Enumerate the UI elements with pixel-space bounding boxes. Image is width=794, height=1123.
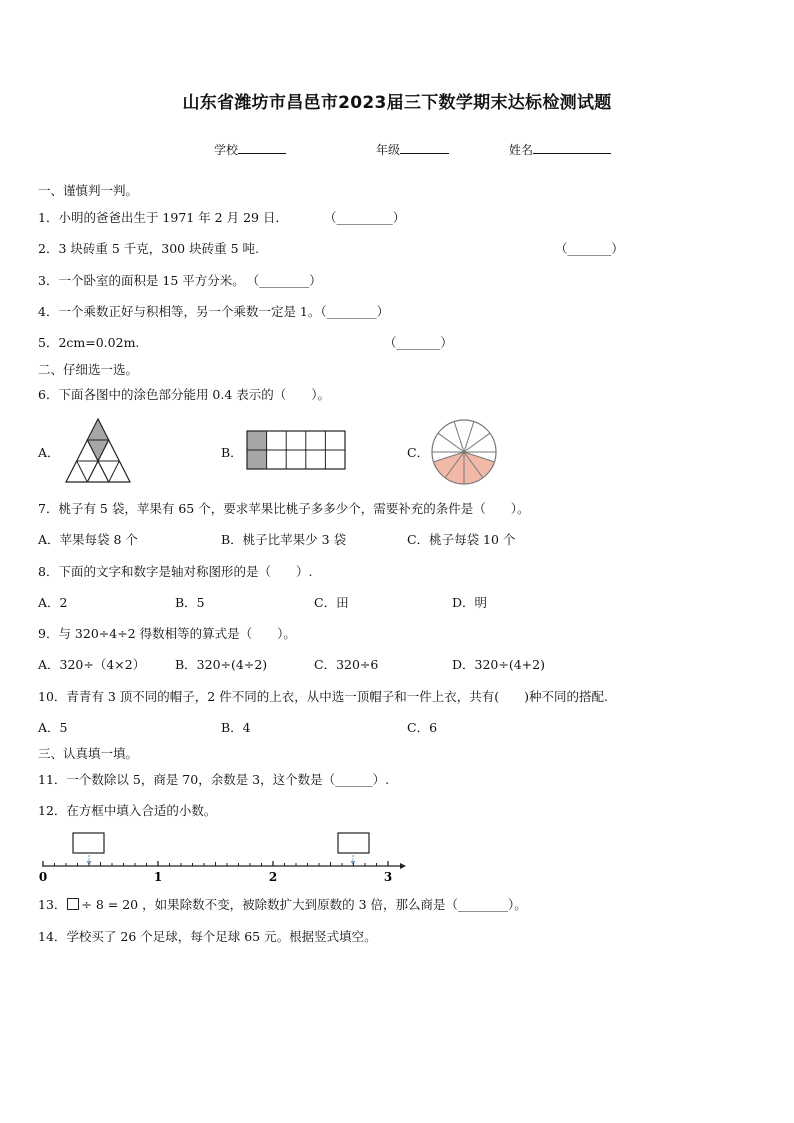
question-11 [38, 770, 389, 788]
q12-number: 12． [38, 803, 67, 818]
q6-number: 6． [38, 387, 59, 402]
q7-number: 7． [38, 501, 59, 516]
q1-number: 1． [38, 210, 59, 225]
q11-text: 一个数除以 5，商是 70，余数是 3，这个数是（______）. [66, 772, 390, 787]
q6-option-a-label[interactable]: A． [38, 445, 60, 460]
q9-option-a[interactable]: A．320÷（4×2） [38, 657, 146, 672]
q10-text: 青青有 3 顶不同的帽子，2 件不同的上衣，从中选一顶帽子和一件上衣，共有( )种不同的搭配. [66, 689, 608, 704]
number-line-tick-label: 0 [38, 870, 48, 884]
q8-option-c[interactable]: C．田 [314, 595, 349, 610]
q3-text: 一个卧室的面积是 15 平方分米。 [58, 273, 245, 288]
school-blank[interactable] [238, 141, 286, 154]
question-4 [38, 302, 389, 320]
q5-answer-blank[interactable]: （_______） [384, 335, 453, 350]
school-label: 学校 [214, 143, 239, 157]
q6-option-c-label[interactable]: C． [407, 445, 430, 460]
section-1-heading: 一、谨慎判一判。 [38, 183, 139, 198]
q1-text: 小明的爸爸出生于 1971 年 2 月 29 日． [58, 210, 288, 225]
grade-label: 年级 [376, 143, 401, 157]
number-line-tick-label: 3 [383, 870, 393, 884]
number-line-answer-box-2[interactable] [338, 833, 369, 853]
q2-text: 3 块砖重 5 千克，300 块砖重 5 吨. [58, 241, 259, 256]
section-2-heading: 二、仔细选一选。 [38, 362, 139, 377]
triangle-grid-figure [65, 418, 131, 484]
number-line-tick-label: 2 [268, 870, 278, 884]
q8-number: 8． [38, 564, 59, 579]
q14-text: 学校买了 26 个足球，每个足球 65 元。根据竖式填空。 [66, 929, 377, 944]
q9-number: 9． [38, 626, 59, 641]
question-1 [38, 208, 288, 226]
q5-number: 5． [38, 335, 59, 350]
q10-option-c[interactable]: C．6 [407, 720, 438, 735]
q3-answer-blank[interactable]: （________） [252, 273, 322, 288]
question-6 [38, 385, 330, 403]
question-13 [38, 895, 527, 913]
name-field [509, 141, 611, 158]
number-line-figure [36, 828, 408, 884]
q9-option-c[interactable]: C．320÷6 [314, 657, 379, 672]
rectangle-grid-figure [246, 430, 346, 470]
q14-number: 14． [38, 929, 67, 944]
q10-number: 10． [38, 689, 67, 704]
q6-option-b-label[interactable]: B． [221, 445, 243, 460]
q7-option-a[interactable]: A．苹果每袋 8 个 [38, 532, 138, 547]
q6-text: 下面各图中的涂色部分能用 0.4 表示的（ ）。 [58, 387, 331, 402]
school-field [214, 141, 286, 158]
question-14 [38, 927, 377, 945]
q5-text: 2cm=0.02m. [58, 335, 140, 350]
question-10 [38, 687, 608, 705]
question-12 [38, 801, 216, 819]
q4-text: 一个乘数正好与积相等，另一个乘数一定是 1。（________） [58, 304, 390, 319]
number-line-tick-label: 1 [153, 870, 163, 884]
q8-option-a[interactable]: A．2 [38, 595, 68, 610]
q2-answer-blank[interactable]: （_______） [555, 241, 624, 256]
q1-answer-blank[interactable]: （_________） [324, 210, 406, 225]
q9-option-b[interactable]: B．320÷(4÷2) [175, 657, 268, 672]
question-8 [38, 562, 312, 580]
q4-number: 4． [38, 304, 59, 319]
q7-option-c[interactable]: C．桃子每袋 10 个 [407, 532, 516, 547]
q8-option-b[interactable]: B．5 [175, 595, 205, 610]
q9-option-d[interactable]: D．320÷(4+2) [452, 657, 545, 672]
q8-text: 下面的文字和数字是轴对称图形的是（ ）. [58, 564, 313, 579]
q7-option-b[interactable]: B．桃子比苹果少 3 袋 [221, 532, 347, 547]
name-label: 姓名 [509, 143, 534, 157]
q2-number: 2． [38, 241, 59, 256]
q8-option-d[interactable]: D．明 [452, 595, 488, 610]
q12-text: 在方框中填入合适的小数。 [66, 803, 217, 818]
question-5 [38, 333, 139, 351]
number-line-tick-labels [39, 870, 392, 884]
question-3 [38, 271, 322, 289]
number-line-answer-box-1[interactable] [73, 833, 104, 853]
q11-number: 11． [38, 772, 67, 787]
q7-text: 桃子有 5 袋，苹果有 65 个，要求苹果比桃子多多少个，需要补充的条件是（ ）。 [58, 501, 530, 516]
q13-text: ÷ 8 = 20 ，如果除数不变，被除数扩大到原数的 3 倍，那么商是（________）。 [81, 897, 527, 912]
q10-option-a[interactable]: A．5 [38, 720, 68, 735]
page-title: 山东省潍坊市昌邑市2023届三下数学期末达标检测试题 [182, 93, 612, 113]
q13-number: 13． [38, 897, 67, 912]
grade-blank[interactable] [400, 141, 449, 154]
q10-option-b[interactable]: B．4 [221, 720, 251, 735]
q3-number: 3． [38, 273, 59, 288]
name-blank[interactable] [533, 141, 611, 154]
number-line-ticks [43, 861, 388, 866]
question-2 [38, 239, 259, 257]
question-9 [38, 624, 296, 642]
circle-sectors-figure [430, 418, 498, 486]
q13-answer-square[interactable] [67, 898, 79, 910]
section-3-heading: 三、认真填一填。 [38, 746, 139, 761]
q9-text: 与 320÷4÷2 得数相等的算式是（ ）。 [58, 626, 296, 641]
grade-field [376, 141, 449, 158]
question-7 [38, 499, 529, 517]
